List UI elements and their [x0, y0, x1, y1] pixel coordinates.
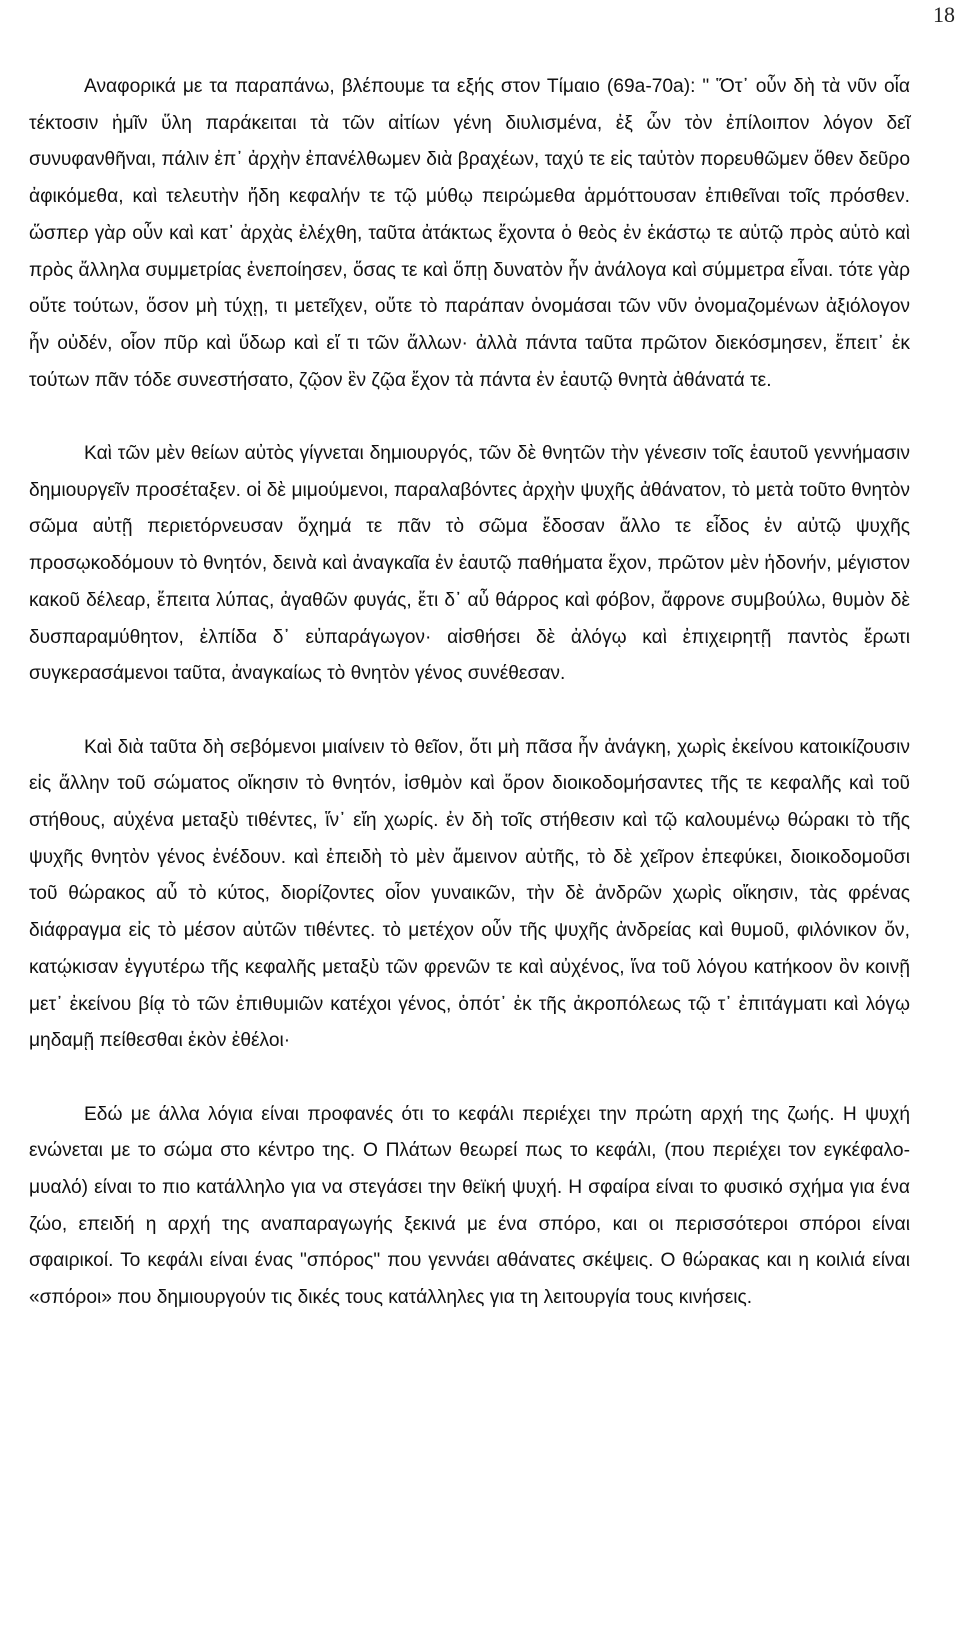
- paragraph-timaeus-quote-1: Αναφορικά με τα παραπάνω, βλέπουμε τα εξής στον Τίμαιο (69a-70a): " Ὅτ᾽ οὖν δὴ τὰ νῦν οἷα τέκτοσιν ἡμῖν ὕλη παράκειται τὰ τῶν αἰτίων γένη διυλισμένα, ἐξ ὧν τὸν ἐπίλοιπον λόγον δεῖ συνυφανθῆναι, πάλιν ἐπ᾽ ἀρχὴν ἐπανέλθωμεν διὰ βραχέων, ταχύ τε εἰς ταὐτὸν πορευθῶμεν ὅθεν δεῦρο ἀφικόμεθα, καὶ τελευτὴν ἤδη κεφαλήν τε τῷ μύθῳ πειρώμεθα ἁρμόττουσαν ἐπιθεῖναι τοῖς πρόσθεν. ὥσπερ γὰρ οὖν καὶ κατ᾽ ἀρχὰς ἐλέχθη, ταῦτα ἀτάκτως ἔχοντα ὁ θεὸς ἐν ἑκάστῳ τε αὑτῷ πρὸς αὑτὸ καὶ πρὸς ἄλληλα συμμετρίας ἐνεποίησεν, ὅσας τε καὶ ὅπῃ δυνατὸν ἦν ἀνάλογα καὶ σύμμετρα εἶναι. τότε γὰρ οὔτε τούτων, ὅσον μὴ τύχῃ, τι μετεῖχεν, οὔτε τὸ παράπαν ὀνομάσαι τῶν νῦν ὀνομαζομένων ἀξιόλογον ἦν οὐδέν, οἷον πῦρ καὶ ὕδωρ καὶ εἴ τι τῶν ἄλλων· ἀλλὰ πάντα ταῦτα πρῶτον διεκόσμησεν, ἔπειτ᾽ ἐκ τούτων πᾶν τόδε συνεστήσατο, ζῷον ἓν ζῷα ἔχον τὰ πάντα ἐν ἑαυτῷ θνητὰ ἀθάνατά τε.: [29, 76, 910, 391]
- paragraph-commentary: Εδώ με άλλα λόγια είναι προφανές ότι το κεφάλι περιέχει την πρώτη αρχή της ζωής. Η ψυχή ενώνεται με το σώμα στο κέντρο της. Ο Πλάτων θεωρεί πως το κεφάλι, (που περιέχει τον εγκέφαλο-μυαλό) είναι το πιο κατάλληλο για να στεγάσει την θεϊκή ψυχή. Η σφαίρα είναι το φυσικό σχήμα για ένα ζώο, επειδή η αρχή της αναπαραγωγής ξεκινά με ένα σπόρο, και οι περισσότεροι σπόροι είναι σφαιρικοί. Το κεφάλι είναι ένας "σπόρος" που γεννάει αθάνατες σκέψεις. Ο θώρακας και η κοιλιά είναι «σπόροι» που δημιουργούν τις δικές τους κατάλληλες για τη λειτουργία τους κινήσεις.: [29, 1103, 910, 1309]
- document-body: [29, 69, 910, 1317]
- page-number: 18: [933, 2, 955, 27]
- paragraph-timaeus-quote-3: Καὶ διὰ ταῦτα δὴ σεβόμενοι μιαίνειν τὸ θεῖον, ὅτι μὴ πᾶσα ἦν ἀνάγκη, χωρὶς ἐκείνου κατοικίζουσιν εἰς ἄλλην τοῦ σώματος οἴκησιν τὸ θνητόν, ἰσθμὸν καὶ ὅρον διοικοδομήσαντες τῆς τε κεφαλῆς καὶ τοῦ στήθους, αὐχένα μεταξὺ τιθέντες, ἵν᾽ εἴη χωρίς. ἐν δὴ τοῖς στήθεσιν καὶ τῷ καλουμένῳ θώρακι τὸ τῆς ψυχῆς θνητὸν γένος ἐνέδουν. καὶ ἐπειδὴ τὸ μὲν ἄμεινον αὐτῆς, τὸ δὲ χεῖρον ἐπεφύκει, διοικοδομοῦσι τοῦ θώρακος αὖ τὸ κύτος, διορίζοντες οἷον γυναικῶν, τὴν δὲ ἀνδρῶν χωρὶς οἴκησιν, τὰς φρένας διάφραγμα εἰς τὸ μέσον αὐτῶν τιθέντες. τὸ μετέχον οὖν τῆς ψυχῆς ἀνδρείας καὶ θυμοῦ, φιλόνικον ὄν, κατῴκισαν ἐγγυτέρω τῆς κεφαλῆς μεταξὺ τῶν φρενῶν τε καὶ αὐχένος, ἵνα τοῦ λόγου κατήκοον ὂν κοινῇ μετ᾽ ἐκείνου βίᾳ τὸ τῶν ἐπιθυμιῶν κατέχοι γένος, ὁπότ᾽ ἐκ τῆς ἀκροπόλεως τῷ τ᾽ ἐπιτάγματι καὶ λόγῳ μηδαμῇ πείθεσθαι ἑκὸν ἐθέλοι·: [29, 736, 910, 1052]
- paragraph-timaeus-quote-2: Καὶ τῶν μὲν θείων αὐτὸς γίγνεται δημιουργός, τῶν δὲ θνητῶν τὴν γένεσιν τοῖς ἑαυτοῦ γεννήμασιν δημιουργεῖν προσέταξεν. οἱ δὲ μιμούμενοι, παραλαβόντες ἀρχὴν ψυχῆς ἀθάνατον, τὸ μετὰ τοῦτο θνητὸν σῶμα αὐτῇ περιετόρνευσαν ὄχημά τε πᾶν τὸ σῶμα ἔδοσαν ἄλλο τε εἶδος ἐν αὐτῷ ψυχῆς προσῳκοδόμουν τὸ θνητόν, δεινὰ καὶ ἀναγκαῖα ἐν ἑαυτῷ παθήματα ἔχον, πρῶτον μὲν ἡδονήν, μέγιστον κακοῦ δέλεαρ, ἔπειτα λύπας, ἀγαθῶν φυγάς, ἔτι δ᾽ αὖ θάρρος καὶ φόβον, ἄφρονε συμβούλω, θυμὸν δὲ δυσπαραμύθητον, ἐλπίδα δ᾽ εὐπαράγωγον· αἰσθήσει δὲ ἀλόγῳ καὶ ἐπιχειρητῇ παντὸς ἔρωτι συγκερασάμενοι ταῦτα, ἀναγκαίως τὸ θνητὸν γένος συνέθεσαν.: [29, 443, 910, 685]
